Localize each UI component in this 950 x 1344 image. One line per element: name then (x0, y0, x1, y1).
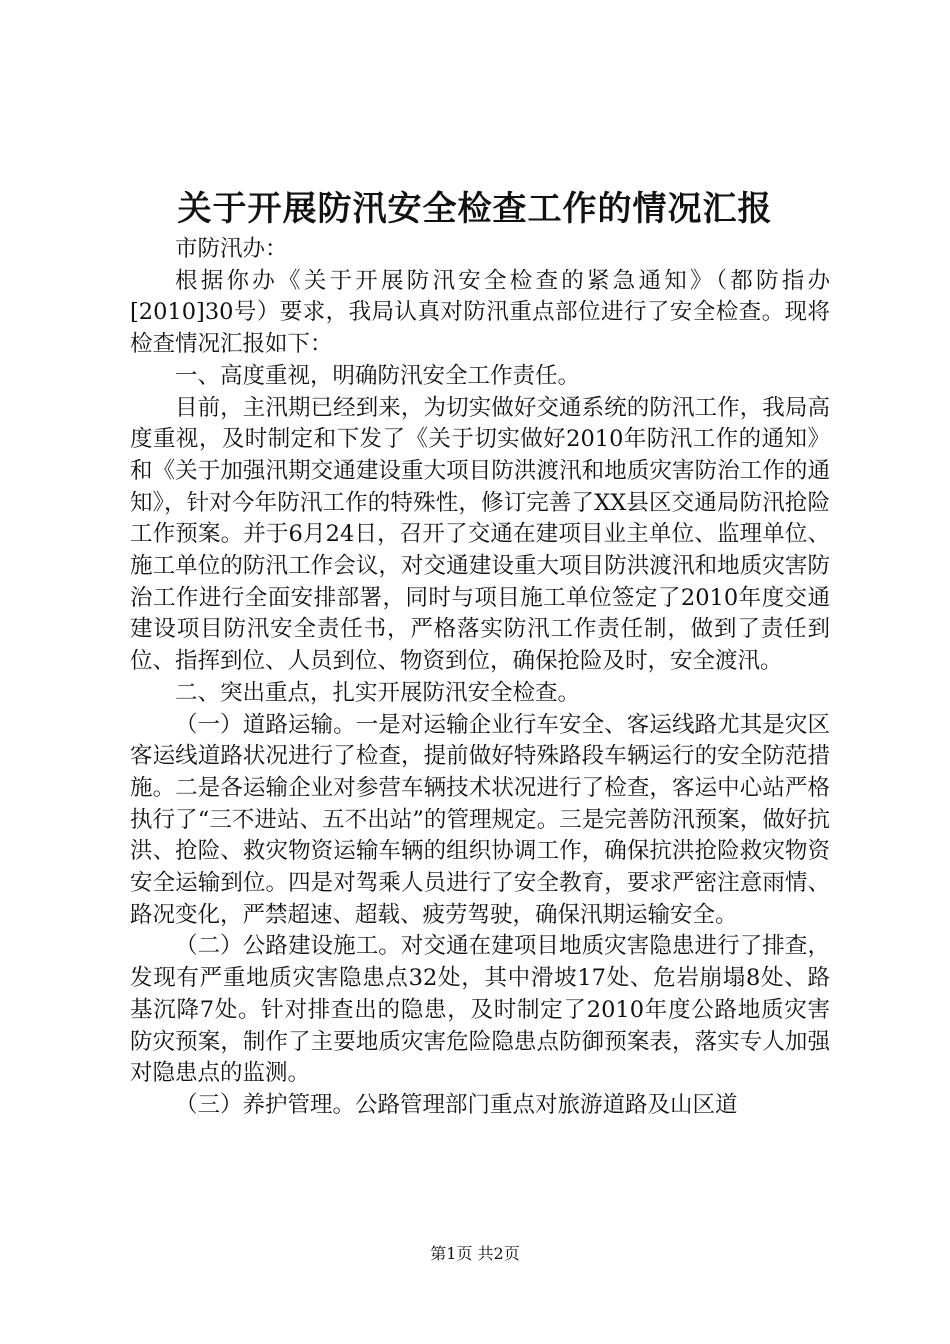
intro-paragraph: 根据你办《关于开展防汛安全检查的紧急通知》（都防指办[2010]30号）要求，我局认真对防汛重点部位进行了安全检查。现将检查情况汇报如下： (130, 267, 830, 358)
body-paragraph: （一）道路运输。一是对运输企业行车安全、客运线路尤其是灾区客运线道路状况进行了检查，提前做好特殊路段车辆运行的安全防范措施。二是各运输企业对参营车辆技术状况进行了检查，客运中心站严格执行了“三不进站、五不出站”的管理规定。三是完善防汛预案，做好抗洪、抢险、救灾物资运输车辆的组织协调工作，确保抗洪抢险救灾物资安全运输到位。四是对驾乘人员进行了安全教育，要求严密注意雨情、路况变化，严禁超速、超载、疲劳驾驶，确保汛期运输安全。 (130, 711, 830, 928)
page-number-footer: 第1页 共2页 (430, 1244, 520, 1263)
document-title: 关于开展防汛安全检查工作的情况汇报 (177, 189, 773, 229)
body-paragraph: 目前，主汛期已经到来，为切实做好交通系统的防汛工作，我局高度重视，及时制定和下发了《关于切实做好2010年防汛工作的通知》和《关于加强汛期交通建设重大项目防洪渡汛和地质灾害防治工作的通知》，针对今年防汛工作的特殊性，修订完善了XX县区交通局防汛抢险工作预案。并于6月24日，召开了交通在建项目业主单位、监理单位、施工单位的防汛工作会议，对交通建设重大项目防洪渡汛和地质灾害防治工作进行全面安排部署，同时与项目施工单位签定了2010年度交通建设项目防汛安全责任书，严格落实防汛工作责任制，做到了责任到位、指挥到位、人员到位、物资到位，确保抢险及时，安全渡汛。 (130, 394, 830, 675)
section-heading-2: 二、突出重点，扎实开展防汛安全检查。 (175, 679, 581, 706)
body-paragraph: （二）公路建设施工。对交通在建项目地质灾害隐患进行了排查，发现有严重地质灾害隐患点32处，其中滑坡17处、危岩崩塌8处、路基沉降7处。针对排查出的隐患，及时制定了2010年度公路地质灾害防灾预案，制作了主要地质灾害危险隐患点防御预案表，落实专人加强对隐患点的监测。 (130, 933, 830, 1087)
salutation: 市防汛办： (175, 236, 288, 262)
section-heading-1: 一、高度重视，明确防汛安全工作责任。 (175, 362, 581, 389)
document-body (130, 234, 830, 1122)
body-paragraph: （三）养护管理。公路管理部门重点对旅游道路及山区道 (175, 1091, 738, 1118)
